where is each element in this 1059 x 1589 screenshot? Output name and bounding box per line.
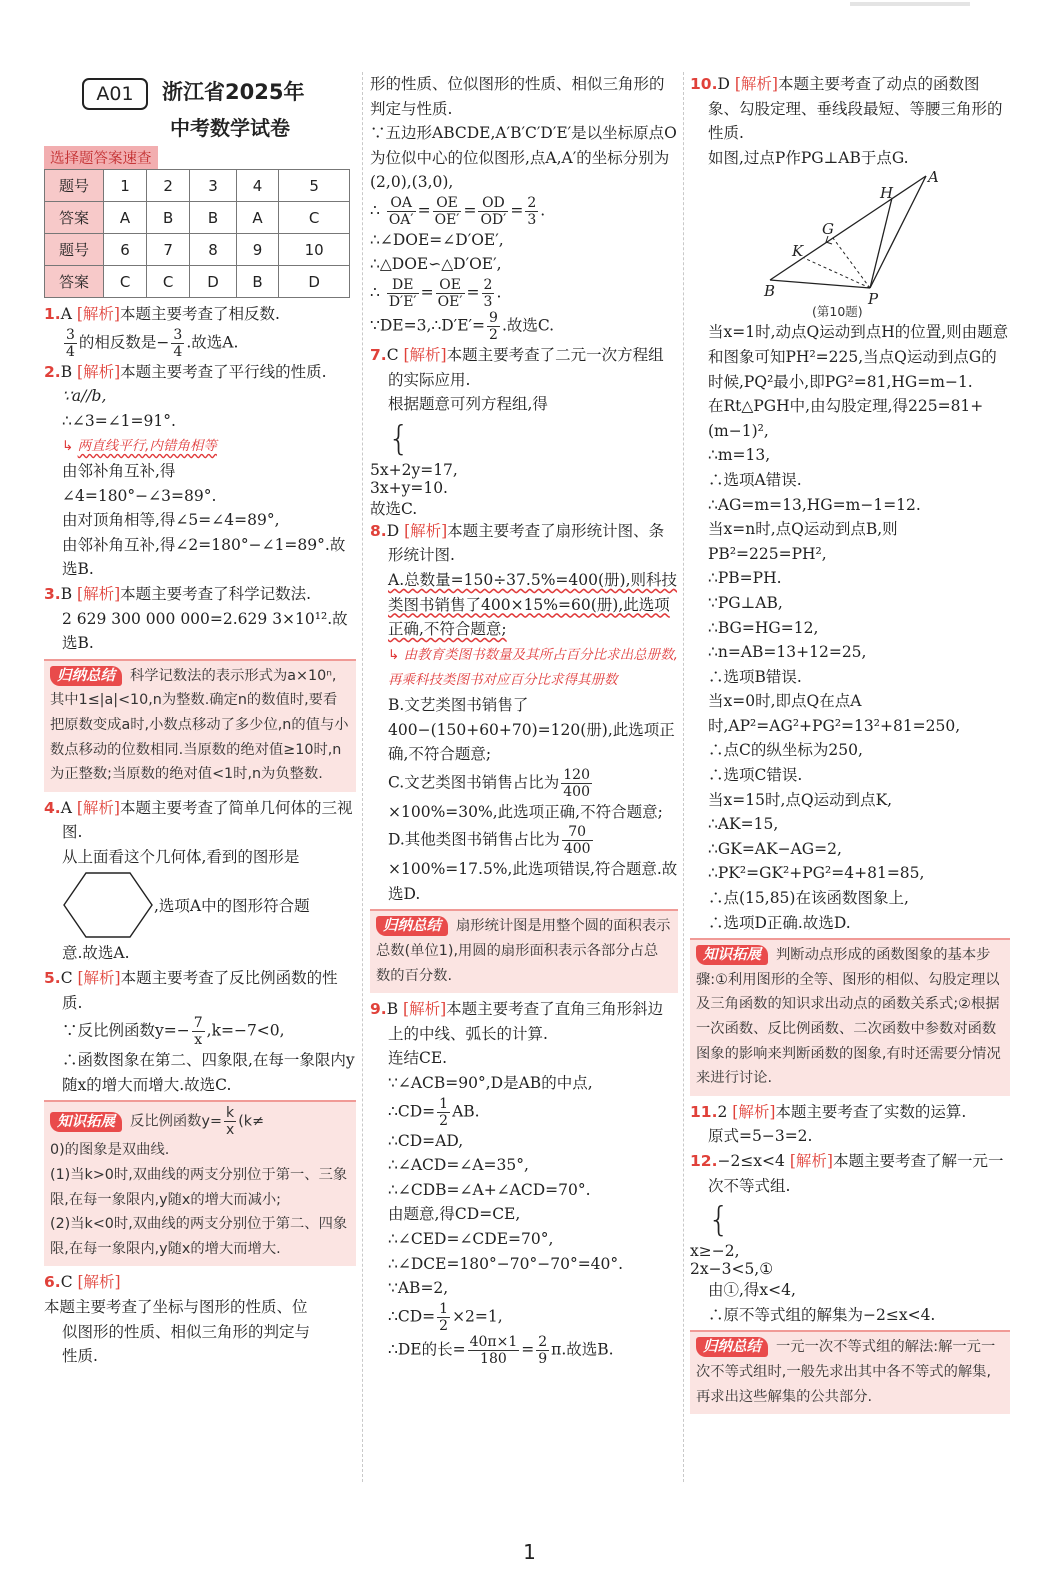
table-cell: 3 — [190, 170, 237, 202]
table-row — [45, 170, 350, 202]
expand-badge: 知识拓展 — [50, 1112, 122, 1132]
question-6: 6.C [解析]本题主要考查了坐标与图形的性质、位似图形的性质、相似三角形的判定与性质. — [44, 1273, 311, 1366]
column-2: 形的性质、位似图形的性质、相似三角形的判定与性质. ∵五边形ABCDE,A′B′C′D′E′是以坐标原点O为位似中心的位似图形,点A,A′的坐标分别为(2,0),(3,0), ∴ $\frac{OA}{OA'}$ = $\frac{OE}{OE'}$ = $\frac{OD}{OD'}$ = $\frac{2}{3}$ . ∴∠DOE=∠D′OE′, ∴△DOE∽△D′OE′, ∴ $\frac{DE}{D'E'}$ = $\frac{OE}{OE'}$ = $\frac{2}{3}$ . ∵DE=3,∴D′E′= $\frac{9}{2}$ .故选C. 7.C [解析]本题主要考查了二元一次方程组的实际应用. 根据题意可列方程组,得 { 5x+2y=17, 3x+y=10. 故选C. 8.D [解析]本题主要考查了扇形统计图、条形统计图. A.总数量=150÷37.5%=400(册),则科技类图书销售了400×15%=60(册),此选项正确,不符合题意; ↳ 由教育类图书数量及其所占百分比求出总册数,再乘科技类图书对应百分比求得其册数 B.文艺类图书销售了400−(150+60+70)=120(册),此选项正确,不符合题意; C.文艺类图书销售占比为 $\frac{120}{400}$ ×100%=30%,此选项正确,不符合题意; D.其他类图书销售占比为 $\frac{70}{400}$ ×100%=17.5%,此选项错误,符合题意.故选D. 归纳总结 扇形统计图是用整个圆的面积表示总数(单位1),用圆的扇形面积表示各部分占总数的百分数. 9.B [解析]本题主要考查了直角三角形斜边上的中线、弧长的计算. 连结CE. ∵∠ACB=90°,D是AB的中点, ∴CD= $\frac{1}{2}$ AB. ∴CD=AD, ∴∠ACD=∠A=35°, ∴∠CDB=∠A+∠ACD=70°. 由题意,得CD=CE, ∴∠CED=∠CDE=70°, ∴∠DCE=180°−70°−70°=40°. ∵AB=2, ∴CD= $\frac{1}{2}$ ×2=1, ∴DE的长= $\frac{40\pi\times 1}{180}$ = $\frac{2}{9}$ π.故选B. — [370, 72, 678, 1367]
handwritten-note: ↳ 由教育类图书数量及其所占百分比求出总册数,再乘科技类图书对应百分比求得其册数 — [388, 646, 678, 689]
expand-box: 知识拓展 判断动点形成的函数图象的基本步骤:①利用图形的全等、图形的相似、勾股定理以及三角函数的知识求出动点的函数关系式;②根据一次函数、反比例函数、二次函数中参数对函数图象的影响来判断函数的图象,有时还需要分情况来进行讨论. — [690, 938, 1010, 1096]
question-10: 10.D [解析]本题主要考查了动点的函数图象、勾股定理、垂线段最短、等腰三角形的性质. 如图,过点P作PG⊥AB于点G. A H G K B P (第10题) 当x=1时,动点Q运动到点H的位置,则由题意和图象可知PH²=225,当点Q运动到点G的时候,PQ²最小,即PG²=81,HG=m−1. 在Rt△PGH中,由勾股定理,得225=81+(m−1)², ∴m=13, ∴选项A错误. ∴AG=m=13,HG=m−1=12. 当x=n时,点Q运动到点B,则PB²=225=PH², ∴PB=PH. ∵PG⊥AB, ∴BG=HG=12, ∴n=AB=13+12=25, ∴选项B错误. 当x=0时,即点Q在点A时,AP²=AG²+PG²=13²+81=250, ∴点C的纵坐标为250, ∴选项C错误. 当x=15时,点Q运动到点K, ∴AK=15, ∴GK=AK−AG=2, ∴PK²=GK²+PG²=4+81=85, ∴点(15,85)在该函数图象上, ∴选项D正确.故选D. — [690, 75, 1009, 932]
table-cell: A — [236, 202, 279, 234]
answer-letter: A — [60, 305, 72, 323]
summary-box: 归纳总结 一元一次不等式组的解法:解一元一次不等式组时,一般先求出其中各不等式的解集,再求出这些解集的公共部分. — [690, 1330, 1010, 1414]
answer-table-title: 选择题答案速查 — [44, 146, 158, 169]
table-cell: C — [147, 266, 190, 298]
svg-text:B: B — [764, 282, 776, 301]
table-cell: D — [279, 266, 350, 298]
table-cell: 6 — [104, 234, 147, 266]
figure-q10 — [690, 170, 1010, 320]
table-cell: 2 — [147, 170, 190, 202]
table-cell: 10 — [279, 234, 350, 266]
table-cell: 9 — [236, 234, 279, 266]
expand-box: 知识拓展 反比例函数y= $\frac{k}{x}$ (k≠ 0)的图象是双曲线. (1)当k>0时,双曲线的两支分别位于第一、三象限,在每一象限内,y随x的增大而减小; (2)当k<0时,双曲线的两支分别位于第二、四象限,在每一象限内,y随x的增大而增大. — [44, 1100, 356, 1266]
fraction: $\frac{3}{4}$ — [173, 326, 183, 360]
hexagon-icon — [62, 869, 154, 941]
column-3 — [690, 72, 1010, 1418]
svg-text:P: P — [868, 290, 879, 309]
svg-text:H: H — [880, 184, 894, 203]
question-number: 1. — [44, 305, 61, 323]
summary-badge: 归纳总结 — [50, 666, 122, 686]
question-7: 7.C [解析]本题主要考查了二元一次方程组的实际应用. 根据题意可列方程组,得 { 5x+2y=17, 3x+y=10. 故选C. — [370, 345, 664, 518]
fraction: $\frac{3}{4}$ — [66, 326, 75, 360]
question-11: 11.2 [解析]本题主要考查了实数的运算. 原式=5−3=2. — [690, 1102, 967, 1146]
question-12: 12.−2≤x<4 [解析]本题主要考查了解一元一次不等式组. { x≥−2, 2x−3<5,① 由①,得x<4, ∴原不等式组的解集为−2≤x<4. — [690, 1151, 1004, 1324]
question-5: 5.C [解析]本题主要考查了反比例函数的性质. ∵反比例函数y=− $\frac{7}{x}$ ,k=−7<0, ∴函数图象在第二、四象限,在每一象限内y随x的增大而增大.故选C. — [44, 969, 355, 1094]
question-3: 3.B [解析]本题主要考查了科学记数法. 2 629 300 000 000=2.629 3×10¹².故选B. — [44, 584, 348, 653]
table-row-label: 答案 — [45, 202, 104, 234]
question-8: 8.D [解析]本题主要考查了扇形统计图、条形统计图. A.总数量=150÷37.5%=400(册),则科技类图书销售了400×15%=60(册),此选项正确,不符合题意; ↳ 由教育类图书数量及其所占百分比求出总册数,再乘科技类图书对应百分比求得其册数 B.文艺类图书销售了400−(150+60+70)=120(册),此选项正确,不符合题意; C.文艺类图书销售占比为 $\frac{120}{400}$ ×100%=30%,此选项正确,不符合题意; D.其他类图书销售占比为 $\frac{70}{400}$ ×100%=17.5%,此选项错误,符合题意.故选D. — [370, 521, 678, 903]
summary-box: 归纳总结 科学记数法的表示形式为a×10ⁿ,其中1≤|a|<10,n为整数.确定n的数值时,要看把原数变成a时,小数点移动了多少位,n的值与小数点移动的位数相同.当原数的绝对值≥10时,n为正整数;当原数的绝对值<1时,n为负整数. — [44, 659, 356, 792]
svg-text:K: K — [792, 242, 804, 261]
column-divider — [683, 72, 684, 1482]
table-row-label: 答案 — [45, 266, 104, 298]
svg-text:A: A — [928, 168, 939, 187]
table-cell: B — [190, 202, 237, 234]
question-2: 2.B [解析]本题主要考查了平行线的性质. ∵a//b, ∴∠3=∠1=91°. ↳ 两直线平行,内错角相等 由邻补角互补,得 ∠4=180°−∠3=89°. 由对顶角相等,得∠5=∠4=89°, 由邻补角互补,得∠2=180°−∠1=89°.故选B. — [44, 362, 346, 579]
table-cell: 5 — [279, 170, 350, 202]
q6-continued: 形的性质、位似图形的性质、相似三角形的判定与性质. — [370, 75, 665, 118]
column-1 — [44, 72, 356, 1366]
svg-text:(第10题): (第10题) — [812, 304, 863, 320]
table-row — [45, 202, 350, 234]
column-divider — [362, 72, 363, 1482]
table-row — [45, 266, 350, 298]
table-cell: C — [104, 266, 147, 298]
table-row — [45, 234, 350, 266]
paper-title-line2: 中考数学试卷 — [170, 116, 290, 140]
table-cell: 1 — [104, 170, 147, 202]
table-cell: C — [279, 202, 350, 234]
question-9: 9.B [解析]本题主要考查了直角三角形斜边上的中线、弧长的计算. 连结CE. ∵∠ACB=90°,D是AB的中点, ∴CD= $\frac{1}{2}$ AB. ∴CD=AD, ∴∠ACD=∠A=35°, ∴∠CDB=∠A+∠ACD=70°. 由题意,得CD=CE, ∴∠CED=∠CDE=70°, ∴∠DCE=180°−70°−70°=40°. ∵AB=2, ∴CD= $\frac{1}{2}$ ×2=1, ∴DE的长= $\frac{40\pi\times 1}{180}$ = $\frac{2}{9}$ π.故选B. — [370, 1000, 664, 1367]
handwritten-note: ↳ 两直线平行,内错角相等 — [62, 438, 217, 455]
table-cell: 8 — [190, 234, 237, 266]
question-1: 1.A [解析]本题主要考查了相反数. $\frac{3}{4}$ 的相反数是− $\frac{3}{4}$ .故选A. — [44, 305, 280, 360]
svg-text:G: G — [822, 220, 834, 239]
analysis-tag: [解析] — [76, 305, 120, 323]
top-decoration-bar — [850, 2, 970, 6]
table-cell: D — [190, 266, 237, 298]
table-cell: 7 — [147, 234, 190, 266]
page-number: 1 — [523, 1540, 536, 1564]
summary-box: 归纳总结 扇形统计图是用整个圆的面积表示总数(单位1),用圆的扇形面积表示各部分占总数的百分数. — [370, 909, 678, 993]
table-cell: 4 — [236, 170, 279, 202]
paper-header — [44, 72, 356, 142]
geometry-figure — [750, 170, 950, 318]
table-row-label: 题号 — [45, 234, 104, 266]
table-cell: B — [147, 202, 190, 234]
table-cell: A — [104, 202, 147, 234]
table-cell: B — [236, 266, 279, 298]
question-4: 4.A [解析]本题主要考查了简单几何体的三视图. 从上面看这个几何体,看到的图形是 ,选项A中的图形符合题 意.故选A. — [44, 798, 353, 963]
answer-table — [44, 169, 350, 298]
question-intro: 本题主要考查了相反数. — [119, 305, 280, 323]
table-row-label: 题号 — [45, 170, 104, 202]
paper-code: A01 — [82, 78, 148, 110]
paper-title-line1: 浙江省2025年 — [162, 80, 305, 104]
